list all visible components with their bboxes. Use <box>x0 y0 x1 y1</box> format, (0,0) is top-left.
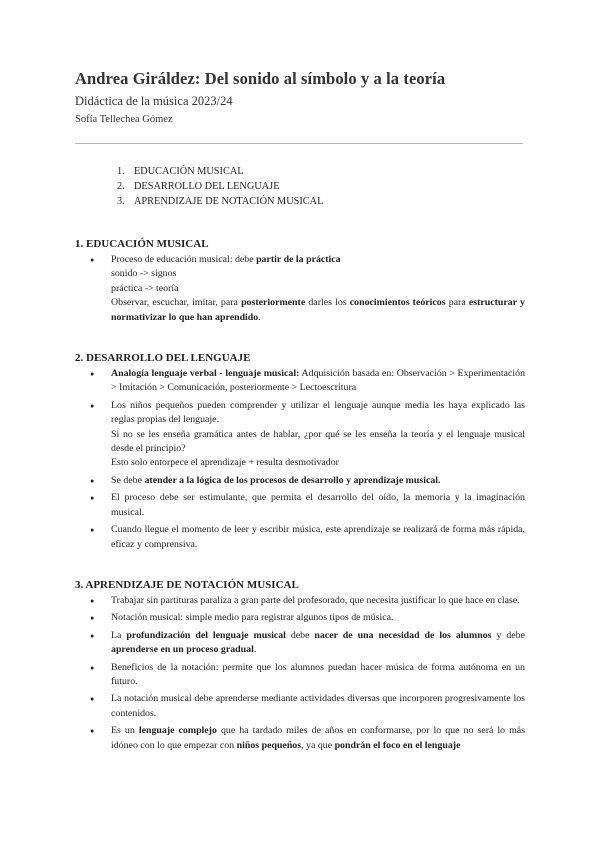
bold-text: nacer de una necesidad de los alumnos <box>314 629 492 641</box>
list-item <box>75 399 525 471</box>
list-item <box>75 692 525 721</box>
list-item <box>75 474 525 488</box>
section-heading-educacion-musical: 1. EDUCACIÓN MUSICAL <box>75 238 209 250</box>
toc-label: APRENDIZAJE DE NOTACIÓN MUSICAL <box>134 196 324 207</box>
bold-text: profundización del lenguaje musical <box>126 629 286 641</box>
toc-label: EDUCACIÓN MUSICAL <box>134 166 244 177</box>
bold-text: posteriormente <box>241 297 306 309</box>
text: Se debe <box>111 474 145 486</box>
bold-text: niños pequeños <box>236 739 302 751</box>
toc-number: 3. <box>117 196 125 207</box>
list-item <box>75 367 525 396</box>
bold-text: estructurar y normativizar lo que han aprendido <box>111 297 525 323</box>
text: y debe <box>491 629 525 641</box>
text: . <box>253 644 257 656</box>
text: La <box>111 629 127 641</box>
text-line: sonido -> signos <box>111 268 177 280</box>
list-item <box>75 523 525 552</box>
table-of-contents <box>75 164 525 209</box>
text-line: Esto solo entorpece el aprendizaje + resulta desmotivador <box>111 457 339 469</box>
toc-number: 1. <box>117 166 125 177</box>
bold-text: Analogía lenguaje verbal - lenguaje musical: <box>111 368 300 380</box>
text: Observar, escuchar, imitar, para <box>111 297 242 309</box>
text: debe <box>285 629 315 641</box>
bold-text: conocimientos teóricos <box>349 297 446 309</box>
list-item <box>75 253 525 325</box>
text: darles los <box>305 297 350 309</box>
text-line: ● Notación musical: simple medio para registrar algunos tipos de música. <box>111 612 394 624</box>
section-1-list <box>75 253 525 325</box>
toc-label: DESARROLLO DEL LENGUAJE <box>134 181 280 192</box>
text-line: ● Trabajar sin partituras paraliza a gran parte del profesorado, que necesita justificar lo que hace en clase. <box>111 594 520 606</box>
list-item <box>75 724 525 753</box>
text: . <box>258 311 261 323</box>
document-author: Sofía Tellechea Gómez <box>75 114 173 125</box>
bold-text: atender a la lógica de los procesos de desarrollo y aprendizaje musical. <box>144 474 441 486</box>
horizontal-divider <box>75 143 523 144</box>
text: para <box>445 297 469 309</box>
section-heading-aprendizaje-notacion: 3. APRENDIZAJE DE NOTACIÓN MUSICAL <box>75 578 299 591</box>
toc-item <box>75 164 525 179</box>
text-line: ● Los niños pequeños pueden comprender y utilizar el lenguaje aunque media les haya explicado las reglas propias del lenguaje. <box>111 399 525 426</box>
text: que ha tardado miles de años en conformarse, por lo que no será lo más idóneo con lo que empezar con <box>111 725 526 751</box>
bold-text: pondrán el foco en el lenguaje <box>334 739 461 751</box>
text-line: ● La notación musical debe aprenderse mediante actividades diversas que incorporen progresivamente los contenidos. <box>111 693 525 719</box>
document-subtitle: Didáctica de la música 2023/24 <box>75 94 233 108</box>
list-item <box>75 629 525 658</box>
text: Es un <box>111 725 139 737</box>
text-line: ● El proceso debe ser estimulante, que permita el desarrollo del oído, la memoria y la imaginación musical. <box>111 492 525 518</box>
section-2-list <box>75 367 525 552</box>
text: Adquisición basada en: Observación > Experimentación > Imitación > Comunicación, posteriormente > Lectoescritura <box>111 368 526 394</box>
toc-number: 2. <box>117 181 125 192</box>
section-3-list <box>75 594 525 753</box>
list-item <box>75 611 525 625</box>
bold-text: partir de la práctica <box>256 254 341 265</box>
list-item <box>75 491 525 520</box>
text-line: práctica -> teoría <box>111 282 179 294</box>
list-item <box>75 594 525 608</box>
toc-item <box>75 179 525 194</box>
text-line: ● Cuando llegue el momento de leer y escribir música, este aprendizaje se realizará de forma más rápida, eficaz y comprensiva. <box>111 524 525 550</box>
bold-text: aprenderse en un proceso gradual <box>111 644 254 656</box>
text: Proceso de educación musical: debe <box>111 254 257 265</box>
document-title: Andrea Giráldez: Del sonido al símbolo y a la teoría <box>75 69 446 88</box>
bold-text: lenguaje complejo <box>138 725 217 737</box>
text-line: Si no se les enseña gramática antes de hablar, ¿por qué se les enseña la teoría y el lenguaje musical desde el principio? <box>111 428 525 455</box>
text: , ya que <box>301 739 335 751</box>
list-item <box>75 661 525 690</box>
text-line: ● Beneficios de la notación: permite que los alumnos puedan hacer música de forma autónoma en un futuro. <box>111 661 525 687</box>
toc-item <box>75 194 525 209</box>
section-heading-desarrollo-lenguaje: 2. DESARROLLO DEL LENGUAJE <box>75 352 251 365</box>
